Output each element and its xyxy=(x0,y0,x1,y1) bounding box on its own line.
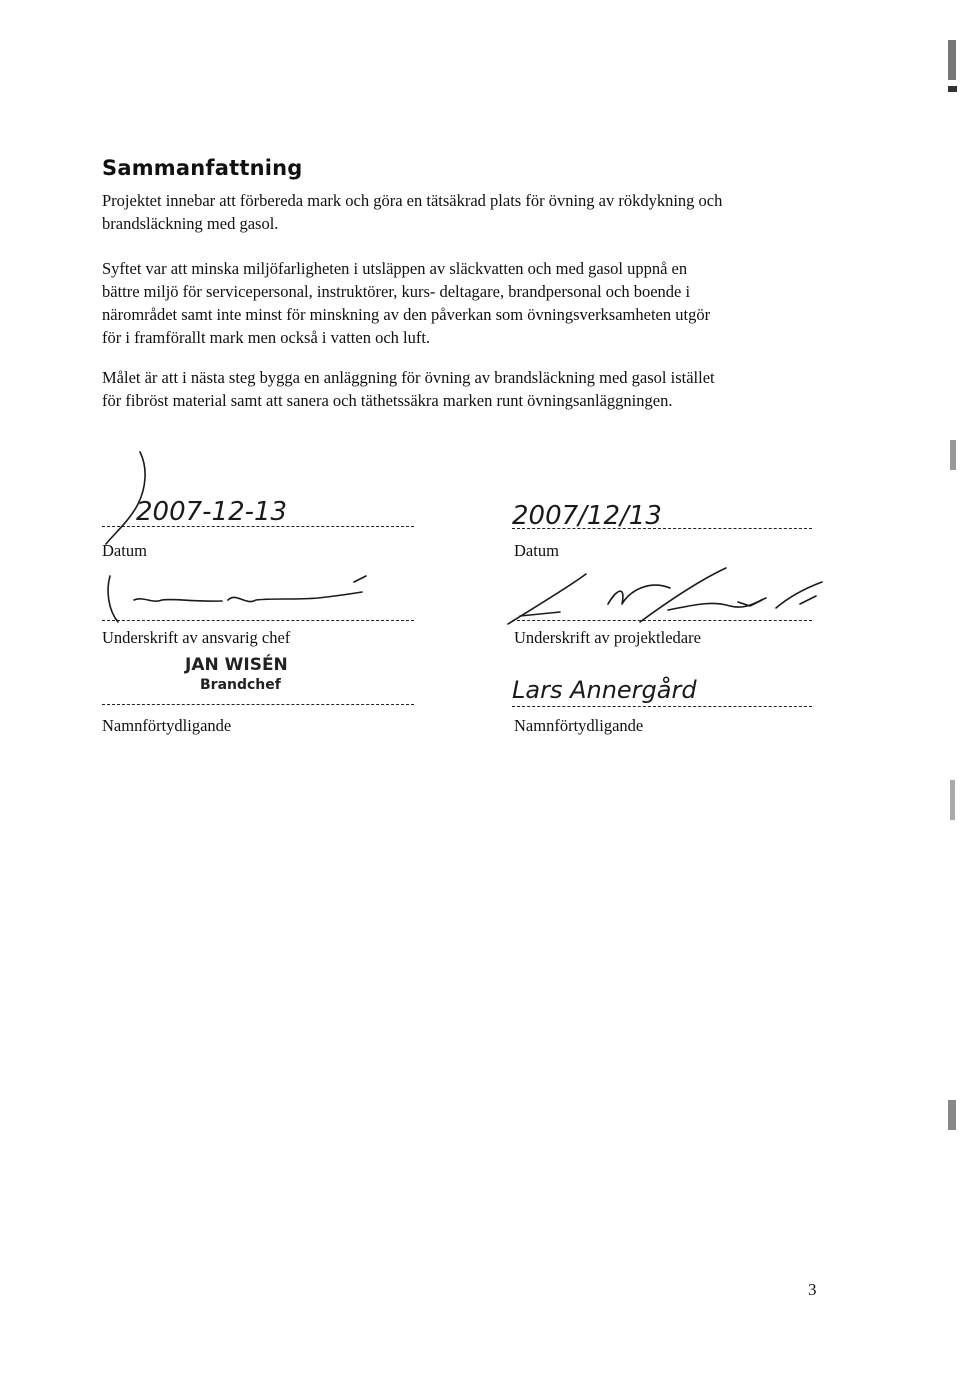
text-line: för i framförallt mark men också i vatten och luft. xyxy=(102,328,431,347)
text-line: Målet är att i nästa steg bygga en anläggning för övning av brandsläckning med gasol istället xyxy=(102,368,715,387)
signature-label-right: Underskrift av projektledare xyxy=(514,628,701,647)
date-label-right: Datum xyxy=(514,541,559,560)
svg-text:Lars Annergård: Lars Annergård xyxy=(512,676,697,704)
page-number: 3 xyxy=(808,1280,817,1299)
svg-text:2007/12/13: 2007/12/13 xyxy=(512,501,662,531)
date-label-left: Datum xyxy=(102,541,147,560)
date-line-left xyxy=(102,526,414,527)
text-line: närområdet samt inte minst för minskning av den påverkan som övningsverksamheten utgör xyxy=(102,305,711,324)
paragraph-goal xyxy=(102,366,842,412)
clarification-line-right xyxy=(512,706,812,707)
text-line: Syftet var att minska miljöfarligheten i utsläppen av släckvatten och med gasol uppnå en xyxy=(102,259,688,278)
text-line: Projektet innebar att förbereda mark och göra en tätsäkrad plats för övning av rökdykning och xyxy=(102,191,723,210)
text-line: bättre miljö för servicepersonal, instruktörer, kurs- deltagare, brandpersonal och boende i xyxy=(102,282,691,301)
text-line: för fibröst material samt att sanera och täthetssäkra marken runt övningsanläggningen. xyxy=(102,391,673,410)
paragraph-project-description xyxy=(102,189,842,235)
stamp-name: JAN WISÉN xyxy=(185,655,288,675)
date-line-right xyxy=(512,528,812,529)
clarification-label-left: Namnförtydligande xyxy=(102,716,232,735)
signature-line-left xyxy=(102,620,414,621)
scan-edge-artifacts xyxy=(936,0,958,1382)
stamp-title: Brandchef xyxy=(200,677,281,693)
signature-label-left: Underskrift av ansvarig chef xyxy=(102,628,291,647)
signature-line-right xyxy=(512,620,812,621)
handwritten-date-right xyxy=(508,490,708,540)
text-line: brandsläckning med gasol. xyxy=(102,214,279,233)
paragraph-purpose xyxy=(102,257,842,349)
svg-text:2007-12-13: 2007-12-13 xyxy=(136,497,288,527)
clarification-line-left xyxy=(102,704,414,705)
page-heading: Sammanfattning xyxy=(102,156,303,180)
clarification-label-right: Namnförtydligande xyxy=(514,716,644,735)
